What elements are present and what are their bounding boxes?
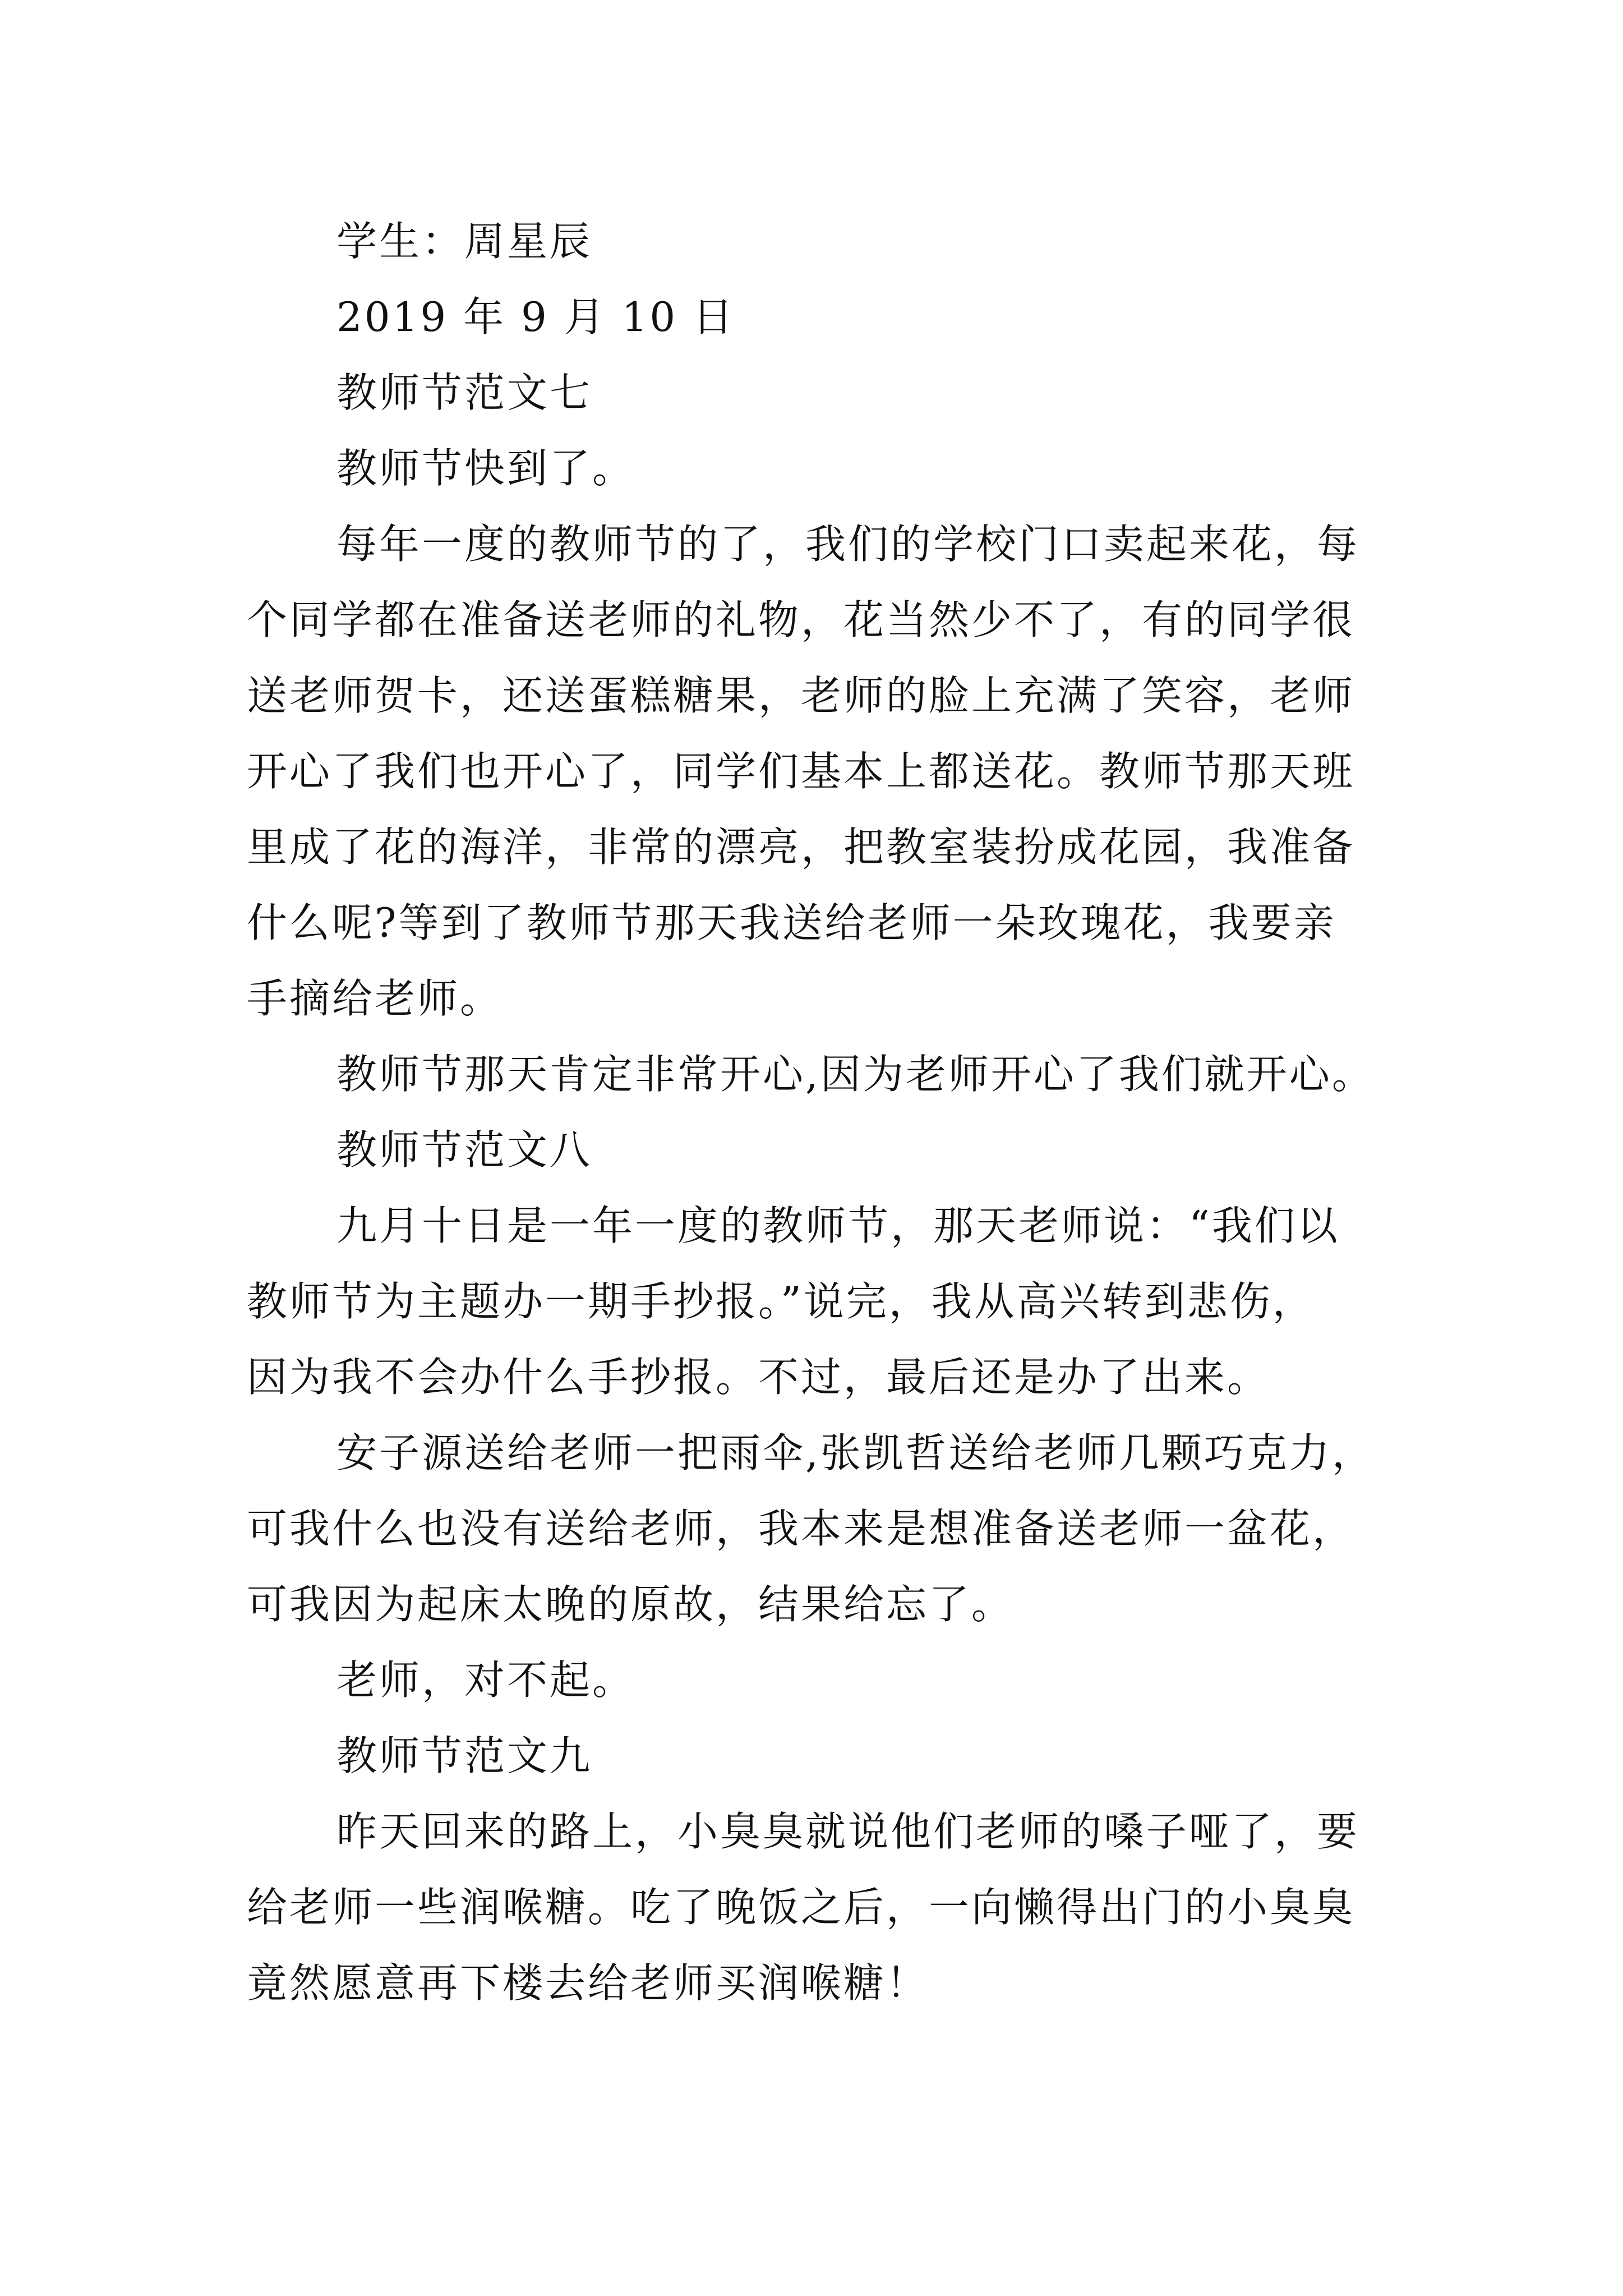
signature-student: 学生：周星辰 bbox=[336, 218, 593, 265]
paragraph-line: 昨天回来的路上，小臭臭就说他们老师的嗓子哑了，要 bbox=[336, 1808, 1360, 1855]
section-heading-7: 教师节范文七 bbox=[336, 369, 593, 416]
section-heading-8: 教师节范文八 bbox=[336, 1126, 593, 1174]
paragraph-line: 可我因为起床太晚的原故，结果给忘了。 bbox=[247, 1581, 1015, 1628]
paragraph-line: 可我什么也没有送给老师，我本来是想准备送老师一盆花， bbox=[247, 1505, 1355, 1552]
paragraph-line: 给老师一些润喉糖。吃了晚饭之后，一向懒得出门的小臭臭 bbox=[247, 1884, 1355, 1931]
paragraph-line: 九月十日是一年一度的教师节，那天老师说：“我们以 bbox=[336, 1202, 1340, 1249]
paragraph-line: 每年一度的教师节的了，我们的学校门口卖起来花，每 bbox=[336, 521, 1360, 568]
paragraph-line: 教师节快到了。 bbox=[336, 445, 635, 492]
paragraph-line: 手摘给老师。 bbox=[247, 975, 503, 1022]
paragraph-line: 教师节为主题办一期手抄报。”说完，我从高兴转到悲伤， bbox=[247, 1278, 1315, 1325]
paragraph-line: 老师，对不起。 bbox=[336, 1657, 635, 1704]
paragraph-line: 竟然愿意再下楼去给老师买润喉糖！ bbox=[247, 1959, 929, 2007]
section-heading-9: 教师节范文九 bbox=[336, 1732, 593, 1779]
paragraph-line: 教师节那天肯定非常开心,因为老师开心了我们就开心。 bbox=[336, 1051, 1375, 1098]
paragraph-line: 什么呢?等到了教师节那天我送给老师一朵玫瑰花，我要亲 bbox=[247, 899, 1336, 946]
paragraph-line: 里成了花的海洋，非常的漂亮，把教室装扮成花园，我准备 bbox=[247, 823, 1355, 871]
signature-date: 2019 年 9 月 10 日 bbox=[336, 293, 736, 341]
paragraph-line: 开心了我们也开心了，同学们基本上都送花。教师节那天班 bbox=[247, 748, 1355, 795]
paragraph-line: 送老师贺卡，还送蛋糕糖果，老师的脸上充满了笑容，老师 bbox=[247, 672, 1355, 719]
paragraph-line: 因为我不会办什么手抄报。不过，最后还是办了出来。 bbox=[247, 1354, 1270, 1401]
paragraph-line: 安子源送给老师一把雨伞,张凯哲送给老师几颗巧克力， bbox=[336, 1429, 1375, 1476]
paragraph-line: 个同学都在准备送老师的礼物，花当然少不了，有的同学很 bbox=[247, 596, 1355, 643]
